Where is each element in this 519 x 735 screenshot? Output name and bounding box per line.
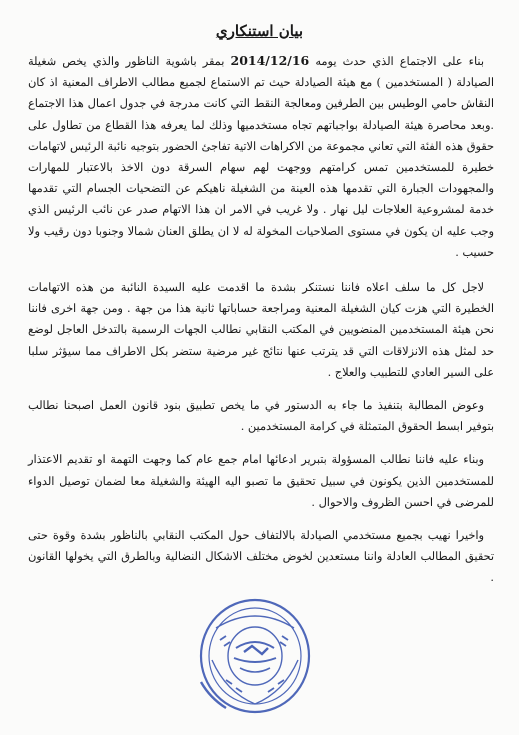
paragraph-3: وعوض المطالبة بتنفيذ ما جاء به الدستور في ما يخص تطبيق بنود قانون العمل اصبحنا نطالب بتوفير ابسط الحقوق المتمثلة في كرامة المستخدمين .	[28, 399, 494, 434]
paragraph-2: لاجل كل ما سلف اعلاه فاننا نستنكر بشدة ما اقدمت عليه السيدة النائبة من هذه الاتهامات الخطيرة التي هزت كيان الشغيلة المعنية ومراجعة حساباتها ثانية هذا من جهة . ومن جهة اخرى فاننا نحن هيئة المستخدمين المنضويين في المكتب النقابي نطالب الجهات الرسمية بالتدخل العاجل لوضع حد لمثل هذه الانزلاقات التي قد يترتب عنها نتائج غير مرضية ستضر بكل الاطراف مما سيؤثر سلبا على السير العادي للتطبيب والعلاج .	[28, 281, 494, 379]
document-title: بيان استنكاري	[215, 22, 304, 40]
meeting-date: 2014/12/16	[230, 53, 310, 68]
paragraph-4: وبناء عليه فاننا نطالب المسؤولة بتبرير ادعائها امام جمع عام كما وجهت التهمة او تقديم الاعتذار للمستخدمين الذين يكونون في سبيل تحقيق ما تصبو اليه الهيئة والشغيلة معا لضمان توصيل الدواء للمرضى في احسن الظروف والاحوال .	[28, 453, 494, 509]
paragraph-1-rest: بمقر باشوية الناظور والذي يخص شغيلة الصيادلة ( المستخدمين ) مع هيئة الصيادلة حيث تم الاستماع لجميع مطالب الاطراف المعنية اذ كان النقاش حامي الوطيس بين الطرفين ومعالجة النقط التي كانت مدرجة في جدول اعمال هذا الاجتماع .وبعد محاصرة هيئة الصيادلة بواجباتهم تجاه مستخدميها وذلك لما يعرفه هذا القطاع من تطاول على حقوق هذه الفئة التي تعاني مجموعة من الاكراهات الاتية تفاجئ الحضور بتوجيه نائبة الرئيس لاتهامات خطيرة للمستخدمين تمس كرامتهم ووجهت لهم سهام السرقة دون الاخذ بالاعتبار للمهارات والمجهودات الجبارة التي تقدمها هذه العينة من الشغيلة ناهيكم عن التضحيات الجسام التي تقدمها خدمة لمشروعية العلاجات ليل نهار . ولا غريب في الامر ان هذا الاتهام صدر عن نائب الرئيس الذي وجب عليه ان يكون في مستوى الصلاحيات المخولة له لا ان يطلق العنان شمالا وجنوبا دون رقيب ولا حسيب .	[28, 55, 494, 259]
document-body	[28, 50, 494, 601]
paragraph-1	[28, 50, 494, 263]
paragraph-1-lead: بناء على الاجتماع الذي حدث يومه	[309, 55, 484, 68]
union-stamp-seal	[196, 596, 314, 716]
paragraph-5: واخيرا نهيب بجميع مستخدمي الصيادلة بالالتفاف حول المكتب النقابي بالناظور بشدة وقوة حتى تحقيق المطالب العادلة واننا مستعدين لخوض مختلف الاشكال النضالية وبالطرق التي يخولها القانون .	[28, 529, 494, 585]
